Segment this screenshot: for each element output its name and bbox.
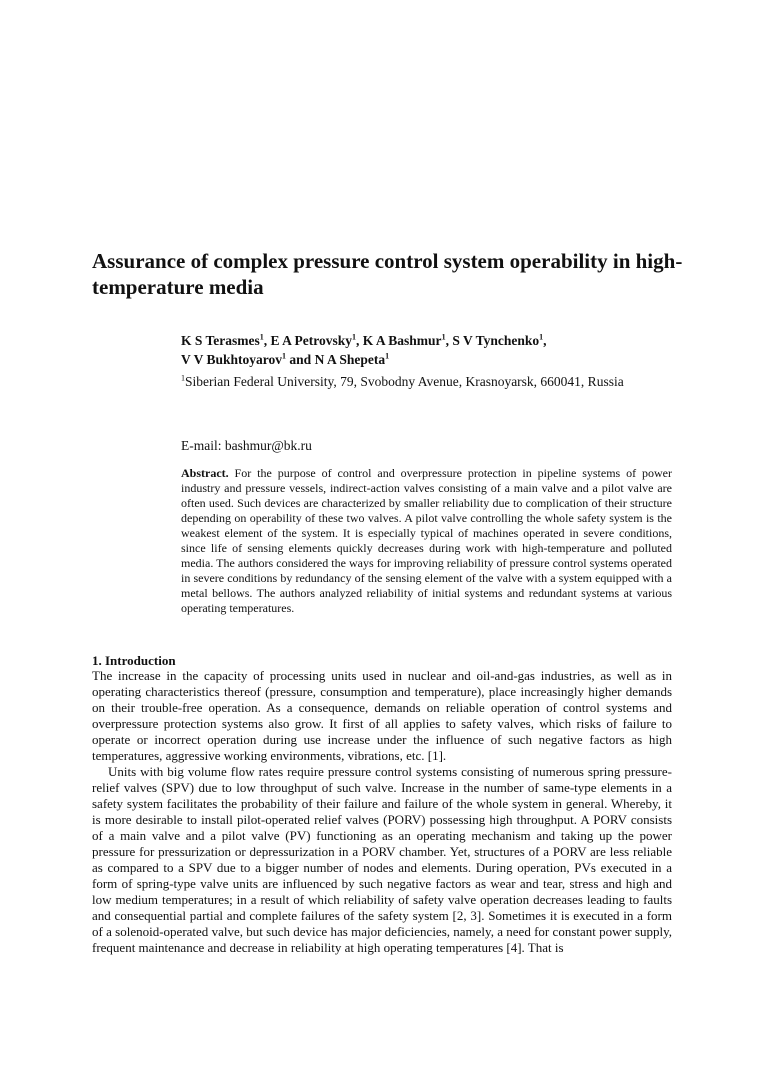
abstract — [181, 466, 672, 616]
affiliation-mark: 1 — [181, 373, 185, 383]
author-separator: , — [263, 333, 271, 348]
affiliation-text: Siberian Federal University, 79, Svobodny Avenue, Krasnoyarsk, 660041, Russia — [185, 374, 624, 389]
author-name: N A Shepeta — [314, 352, 386, 367]
body-paragraph: Units with big volume flow rates require pressure control systems consisting of numerous spring pressure-relief valves (SPV) due to low throughput of such valve. Increase in the number of same-type elements in a safety system facilitates the probability of their failure and failure of the whole system in general. Whereby, it is more desirable to install pilot-operated relief valves (PORV) possessing high throughput. A PORV consists of a main valve and a pilot valve (PV) functioning as an operating mechanism and taking up the power pressure for pressurization or depressurization in a PORV chamber. Yet, structures of a PORV are less reliable as compared to a SPV due to a bigger number of nodes and elements. During operation, PVs executed in a form of spring-type valve units are influenced by such negative factors as wear and tear, stress and high and low medium temperatures; in a result of which reliability of safety valve operation decreases leading to faults and consequential partial and complete failures of the safety system [2, 3]. Sometimes it is executed in a form of a solenoid-operated valve, but such device has major deficiencies, namely, a need for constant power supply, frequent maintenance and decrease in reliability at high operating temperatures [4]. That is — [92, 764, 672, 955]
body-paragraph: The increase in the capacity of processing units used in nuclear and oil-and-gas industries, as well as in operating characteristics thereof (pressure, consumption and temperature), place increasingly higher demands on their trouble-free operation. As a consequence, demands on reliable operation of control systems and overpressure protection systems also grow. It first of all applies to safety valves, which risks of failure to operate or incorrect operation during use increase under the influence of such negative factors as high temperatures, aggressive working environments, vibrations, etc. [1]. — [92, 668, 672, 763]
author-name: E A Petrovsky — [270, 333, 353, 348]
author-name: K A Bashmur — [362, 333, 442, 348]
author-separator: , — [356, 333, 363, 348]
author-separator: , — [543, 333, 547, 348]
author-name: S V Tynchenko — [452, 333, 540, 348]
affiliation-mark: 1 — [352, 332, 357, 342]
paper-title: Assurance of complex pressure control system operability in high-temperature media — [92, 249, 683, 299]
affiliation-mark: 1 — [282, 351, 287, 361]
affiliation — [181, 373, 681, 391]
affiliation-mark: 1 — [441, 332, 446, 342]
author-separator: and — [286, 352, 315, 367]
abstract-label: Abstract. — [181, 466, 229, 480]
abstract-text: For the purpose of control and overpressure protection in pipeline systems of power industry and pressure vessels, indirect-action valves consisting of a main valve and a pilot valve are often used. Such devices are characterized by smaller reliability due to complication of their structure depending on operability of these two valves. A pilot valve controlling the whole safety system is the weakest element of the system. It is especially typical of machines operated in severe conditions, since life of sensing elements quickly decreases during work with high-temperature and polluted media. The authors considered the ways for improving reliability of pressure control systems operated in severe conditions by redundancy of the sensing element of the valve with a system equipped with a metal bellows. The authors analyzed reliability of initial systems and redundant systems at various operating temperatures. — [181, 466, 672, 615]
affiliation-mark: 1 — [539, 332, 544, 342]
author-list — [181, 331, 681, 369]
contact-email[interactable]: E-mail: bashmur@bk.ru — [181, 438, 312, 453]
affiliation-mark: 1 — [385, 351, 390, 361]
author-name: V V Bukhtoyarov — [181, 352, 283, 367]
affiliation-mark: 1 — [259, 332, 264, 342]
introduction-body — [92, 668, 672, 956]
section-heading-introduction: 1. Introduction — [92, 653, 176, 668]
author-name: K S Terasmes — [181, 333, 260, 348]
author-separator: , — [445, 333, 453, 348]
